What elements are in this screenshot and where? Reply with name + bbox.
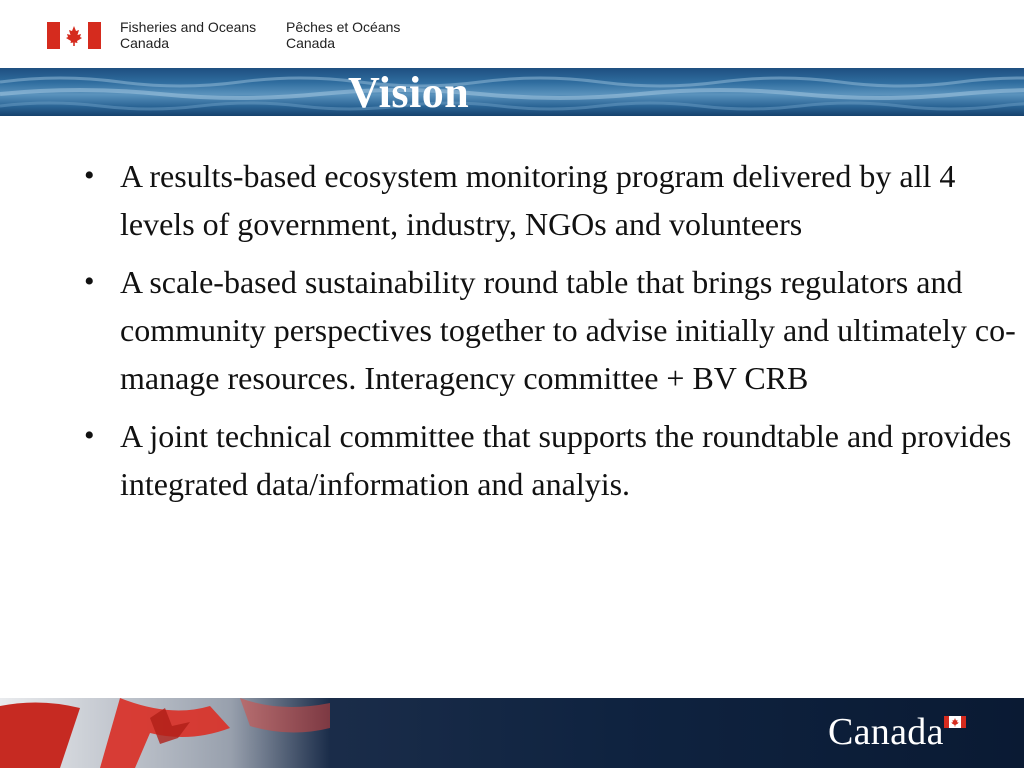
bullet-marker: • [84, 419, 95, 452]
canada-flag-icon [47, 22, 101, 49]
bullet-item [84, 412, 1019, 508]
header [0, 0, 1024, 68]
department-fr-line2: Canada [286, 35, 336, 51]
slide-title: Vision [348, 68, 470, 117]
bullet-marker: • [84, 159, 95, 192]
department-fr-line1: Pêches et Océans [286, 19, 401, 35]
footer [0, 698, 1024, 768]
bullet-item [84, 152, 1019, 248]
title-band [0, 68, 1024, 116]
water-texture [0, 68, 1024, 116]
department-en-line2: Canada [120, 35, 170, 51]
bullet-text: A results-based ecosystem monitoring program delivered by all 4 levels of government, industry, NGOs and volunteers [120, 158, 956, 242]
bullet-marker: • [84, 265, 95, 298]
bullet-text: A joint technical committee that supports the roundtable and provides integrated data/information and analyis. [120, 418, 1012, 502]
department-name-english [120, 19, 256, 51]
canada-wordmark: Canada [828, 711, 944, 753]
bullet-list [84, 152, 1019, 518]
department-name-french [286, 19, 400, 51]
bullet-text: A scale-based sustainability round table that brings regulators and community perspectives together to advise initially and ultimately co-manage resources. Interagency committee + BV CRB [120, 264, 1016, 396]
bullet-item [84, 258, 1019, 402]
canada-flag-icon [944, 716, 966, 728]
waving-flag-image [0, 698, 330, 768]
department-en-line1: Fisheries and Oceans [120, 19, 257, 35]
